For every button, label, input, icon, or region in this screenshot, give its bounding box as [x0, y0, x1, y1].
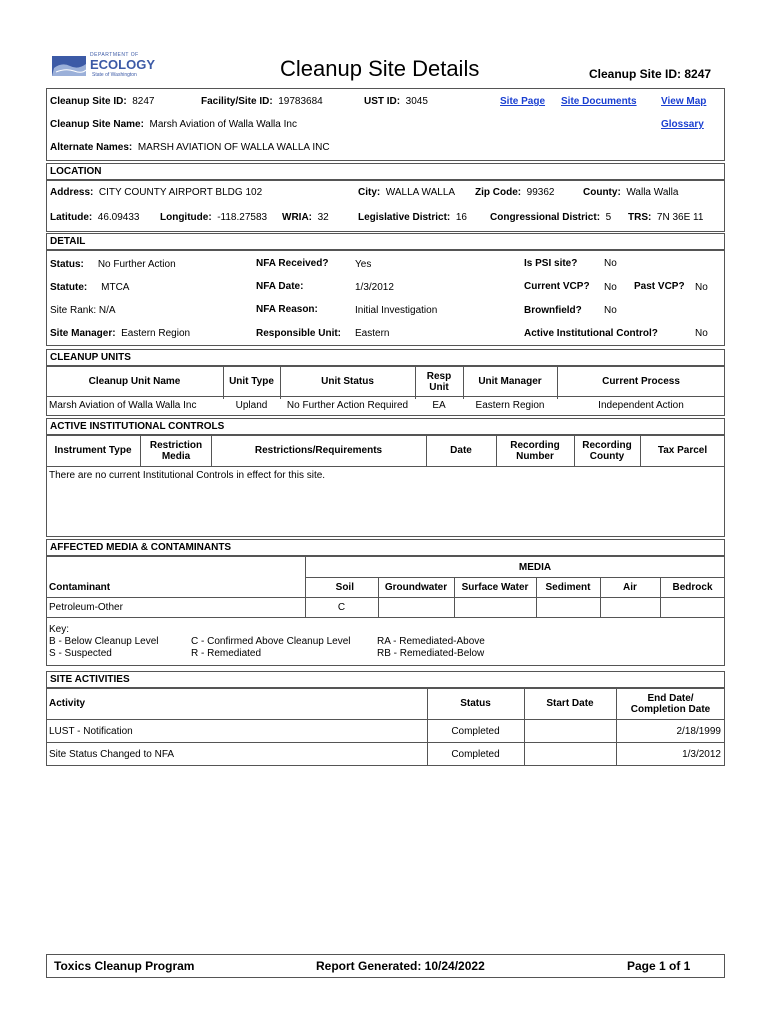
col-unit-manager: Unit Manager [478, 376, 542, 387]
col-soil: Soil [335, 582, 354, 593]
unit-manager-cell: Eastern Region [475, 400, 545, 411]
col-start-date: Start Date [546, 698, 594, 709]
col-surface-water: Surface Water [461, 582, 529, 593]
past-vcp-label: Past VCP? [634, 281, 685, 292]
alternate-names-field: Alternate Names: MARSH AVIATION OF WALLA WALLA INC [50, 142, 330, 153]
psi-site-value: No [604, 258, 617, 269]
col-status: Status [460, 698, 491, 709]
zip-field: Zip Code: 99362 [475, 187, 555, 198]
col-air: Air [623, 582, 637, 593]
active-ic-value: No [695, 328, 708, 339]
longitude-field: Longitude: -118.27583 [160, 212, 268, 223]
col-instrument-type: Instrument Type [54, 445, 132, 456]
site-documents-link[interactable]: Site Documents [561, 96, 637, 107]
logo-dept-text: DEPARTMENT OF [90, 52, 139, 58]
col-cleanup-unit-name: Cleanup Unit Name [88, 376, 181, 387]
col-activity: Activity [49, 698, 86, 709]
soil-cell: C [337, 602, 346, 613]
activity-cell: Site Status Changed to NFA [49, 748, 175, 760]
col-recording-number: Recording Number [510, 439, 560, 462]
page-title: Cleanup Site Details [280, 56, 480, 81]
site-activities-section-header: SITE ACTIVITIES [46, 671, 725, 688]
view-map-link[interactable]: View Map [661, 96, 707, 107]
current-vcp-value: No [604, 282, 617, 293]
col-restrictions-requirements: Restrictions/Requirements [254, 445, 383, 456]
responsible-unit-label: Responsible Unit: [256, 328, 342, 339]
unit-type-cell: Upland [235, 400, 268, 411]
col-sediment: Sediment [545, 582, 591, 593]
end-date-cell: 1/3/2012 [682, 748, 721, 760]
active-ic-label: Active Institutional Control? [524, 328, 658, 339]
col-restriction-media: Restriction Media [149, 439, 203, 462]
cleanup-site-id-field: Cleanup Site ID: 8247 [50, 96, 155, 107]
col-unit-type: Unit Type [229, 376, 274, 387]
col-recording-county: Recording County [582, 439, 632, 462]
brownfield-label: Brownfield? [524, 305, 582, 316]
key-title: Key: [49, 624, 70, 635]
key-remediated-above: RA - Remediated-Above [377, 636, 485, 647]
status-field: Status: No Further Action [50, 259, 176, 270]
institutional-controls-section-header: ACTIVE INSTITUTIONAL CONTROLS [46, 418, 725, 435]
nfa-received-value: Yes [355, 259, 372, 270]
start-date-cell [524, 720, 616, 742]
col-tax-parcel: Tax Parcel [657, 445, 708, 456]
brownfield-value: No [604, 305, 617, 316]
start-date-cell [524, 743, 616, 765]
ecology-logo [52, 52, 156, 82]
site-rank-field: Site Rank: N/A [50, 305, 116, 316]
statute-field: Statute: MTCA [50, 282, 130, 293]
logo-name-text: ECOLOGY [90, 57, 156, 72]
cleanup-units-section-header: CLEANUP UNITS [46, 349, 725, 366]
county-field: County: Walla Walla [583, 187, 679, 198]
trs-field: TRS: 7N 36E 11 [628, 212, 704, 223]
footer-report-generated: Report Generated: 10/24/2022 [316, 959, 485, 973]
unit-status-cell: No Further Action Required [286, 400, 409, 411]
current-process-cell: Independent Action [598, 400, 684, 411]
col-contaminant: Contaminant [49, 582, 111, 593]
congressional-district-field: Congressional District: 5 [490, 212, 612, 223]
nfa-date-value: 1/3/2012 [355, 282, 394, 293]
current-vcp-label: Current VCP? [524, 281, 590, 292]
affected-media-section-header: AFFECTED MEDIA & CONTAMINANTS [46, 539, 725, 556]
status-cell: Completed [451, 725, 500, 737]
nfa-reason-value: Initial Investigation [355, 305, 438, 316]
site-name-field: Cleanup Site Name: Marsh Aviation of Walla Walla Inc [50, 119, 297, 130]
key-remediated-below: RB - Remediated-Below [377, 648, 485, 659]
glossary-link[interactable]: Glossary [661, 119, 704, 130]
legislative-district-field: Legislative District: 16 [358, 212, 467, 223]
contaminant-cell: Petroleum-Other [49, 602, 123, 613]
end-date-cell: 2/18/1999 [676, 725, 721, 737]
cleanup-unit-name-cell: Marsh Aviation of Walla Walla Inc [49, 400, 197, 411]
nfa-date-label: NFA Date: [256, 281, 304, 292]
site-id-heading: Cleanup Site ID: 8247 [589, 67, 712, 81]
logo-state-text: State of Washington [92, 72, 137, 78]
col-resp-unit: Resp Unit [426, 370, 452, 393]
col-current-process: Current Process [602, 376, 680, 387]
col-end-date: End Date/ Completion Date [630, 692, 711, 715]
no-controls-message: There are no current Institutional Controls in effect for this site. [49, 470, 326, 481]
detail-section-header: DETAIL [46, 233, 725, 250]
col-date: Date [450, 445, 472, 456]
media-group-header: MEDIA [518, 561, 552, 573]
status-cell: Completed [451, 748, 500, 760]
psi-site-label: Is PSI site? [524, 258, 578, 269]
past-vcp-value: No [695, 282, 708, 293]
col-bedrock: Bedrock [672, 582, 713, 593]
site-page-link[interactable]: Site Page [500, 96, 546, 107]
resp-unit-cell: EA [432, 400, 446, 411]
key-below-cleanup: B - Below Cleanup Level [49, 636, 159, 647]
city-field: City: WALLA WALLA [358, 187, 456, 198]
latitude-field: Latitude: 46.09433 [50, 212, 140, 223]
key-confirmed-above: C - Confirmed Above Cleanup Level [191, 636, 351, 647]
responsible-unit-value: Eastern [355, 328, 390, 339]
nfa-received-label: NFA Received? [256, 258, 329, 269]
key-suspected: S - Suspected [49, 648, 112, 659]
activity-cell: LUST - Notification [49, 725, 133, 737]
location-section-header: LOCATION [46, 163, 725, 180]
facility-id-field: Facility/Site ID: 19783684 [201, 96, 323, 107]
footer-page-number: Page 1 of 1 [627, 959, 691, 973]
col-groundwater: Groundwater [384, 582, 448, 593]
wria-field: WRIA: 32 [282, 212, 329, 223]
footer-program: Toxics Cleanup Program [54, 959, 195, 973]
key-remediated: R - Remediated [191, 648, 262, 659]
site-manager-field: Site Manager: Eastern Region [50, 328, 191, 339]
address-field: Address: CITY COUNTY AIRPORT BLDG 102 [50, 187, 263, 198]
ust-id-field: UST ID: 3045 [364, 96, 428, 107]
col-unit-status: Unit Status [321, 376, 374, 387]
nfa-reason-label: NFA Reason: [256, 304, 318, 315]
